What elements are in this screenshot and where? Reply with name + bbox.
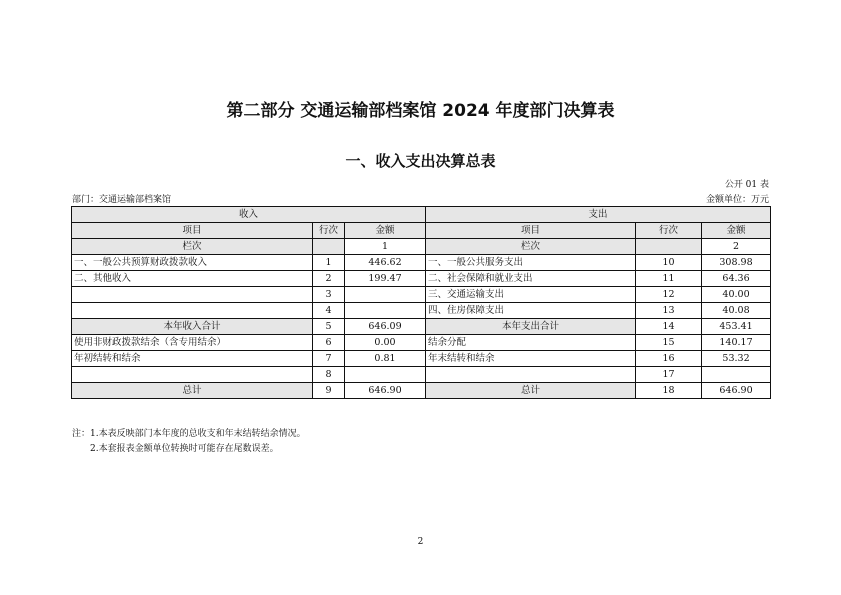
income-amount: 0.00 xyxy=(345,335,426,351)
col-item-income: 项目 xyxy=(72,223,313,239)
income-line: 7 xyxy=(313,351,345,367)
expense-line: 17 xyxy=(636,367,702,383)
expense-line: 12 xyxy=(636,287,702,303)
lanci-blank xyxy=(313,239,345,255)
expense-amount: 40.00 xyxy=(702,287,771,303)
income-amount xyxy=(345,367,426,383)
table-row xyxy=(72,287,771,303)
income-amount: 646.09 xyxy=(345,319,426,335)
income-amount: 0.81 xyxy=(345,351,426,367)
column-header-row xyxy=(72,223,771,239)
income-item xyxy=(72,367,313,383)
total-row xyxy=(72,383,771,399)
expense-amount: 140.17 xyxy=(702,335,771,351)
income-line: 6 xyxy=(313,335,345,351)
lanci-label-expense: 栏次 xyxy=(426,239,636,255)
table-subtitle: 一、收入支出决算总表 xyxy=(345,152,496,170)
income-line: 4 xyxy=(313,303,345,319)
expense-item: 三、交通运输支出 xyxy=(426,287,636,303)
expense-line: 18 xyxy=(636,383,702,399)
expense-total-label: 总计 xyxy=(426,383,636,399)
expense-line: 15 xyxy=(636,335,702,351)
expense-line: 11 xyxy=(636,271,702,287)
expense-item: 四、住房保障支出 xyxy=(426,303,636,319)
expense-amount: 453.41 xyxy=(702,319,771,335)
expense-amount xyxy=(702,367,771,383)
table-row xyxy=(72,367,771,383)
page-number: 2 xyxy=(417,537,424,547)
col-line-income: 行次 xyxy=(313,223,345,239)
income-item xyxy=(72,287,313,303)
income-line: 5 xyxy=(313,319,345,335)
expense-amount: 64.36 xyxy=(702,271,771,287)
income-expense-table xyxy=(71,206,771,399)
expense-subtotal-label: 本年支出合计 xyxy=(426,319,636,335)
income-line: 8 xyxy=(313,367,345,383)
income-item: 使用非财政拨款结余（含专用结余） xyxy=(72,335,313,351)
lanci-number-expense: 2 xyxy=(702,239,771,255)
note-2: 2.本套报表金额单位转换时可能存在尾数误差。 xyxy=(90,444,279,454)
expense-line: 16 xyxy=(636,351,702,367)
col-amount-expense: 金额 xyxy=(702,223,771,239)
income-amount xyxy=(345,287,426,303)
table-row xyxy=(72,271,771,287)
expense-amount: 646.90 xyxy=(702,383,771,399)
income-amount: 446.62 xyxy=(345,255,426,271)
income-header: 收入 xyxy=(72,207,426,223)
table-row xyxy=(72,351,771,367)
amount-unit-label: 金额单位：万元 xyxy=(705,195,769,205)
expense-item: 年末结转和结余 xyxy=(426,351,636,367)
lanci-label-income: 栏次 xyxy=(72,239,313,255)
expense-header: 支出 xyxy=(426,207,771,223)
income-line: 2 xyxy=(313,271,345,287)
table-notes xyxy=(72,427,306,457)
col-line-expense: 行次 xyxy=(636,223,702,239)
income-line: 3 xyxy=(313,287,345,303)
department-label: 部门：交通运输部档案馆 xyxy=(72,195,172,205)
note-1: 注：1.本表反映部门本年度的总收支和年末结转结余情况。 xyxy=(72,429,306,439)
subtotal-row xyxy=(72,319,771,335)
income-line: 9 xyxy=(313,383,345,399)
lanci-blank-expense xyxy=(636,239,702,255)
expense-item: 二、社会保障和就业支出 xyxy=(426,271,636,287)
expense-item xyxy=(426,367,636,383)
income-amount: 199.47 xyxy=(345,271,426,287)
income-subtotal-label: 本年收入合计 xyxy=(72,319,313,335)
lanci-number-income: 1 xyxy=(345,239,426,255)
income-amount: 646.90 xyxy=(345,383,426,399)
table-row xyxy=(72,255,771,271)
col-amount-income: 金额 xyxy=(345,223,426,239)
income-item xyxy=(72,303,313,319)
expense-item: 一、一般公共服务支出 xyxy=(426,255,636,271)
income-line: 1 xyxy=(313,255,345,271)
expense-amount: 40.08 xyxy=(702,303,771,319)
expense-line: 14 xyxy=(636,319,702,335)
income-amount xyxy=(345,303,426,319)
expense-line: 10 xyxy=(636,255,702,271)
page-title: 第二部分 交通运输部档案馆 2024 年度部门决算表 xyxy=(226,101,615,121)
form-number: 公开 01 表 xyxy=(724,180,769,190)
column-index-row xyxy=(72,239,771,255)
income-item: 一、一般公共预算财政拨款收入 xyxy=(72,255,313,271)
col-item-expense: 项目 xyxy=(426,223,636,239)
expense-item: 结余分配 xyxy=(426,335,636,351)
income-total-label: 总计 xyxy=(72,383,313,399)
income-item: 二、其他收入 xyxy=(72,271,313,287)
expense-amount: 308.98 xyxy=(702,255,771,271)
expense-amount: 53.32 xyxy=(702,351,771,367)
expense-line: 13 xyxy=(636,303,702,319)
table-row xyxy=(72,335,771,351)
section-header-row xyxy=(72,207,771,223)
table-row xyxy=(72,303,771,319)
income-item: 年初结转和结余 xyxy=(72,351,313,367)
